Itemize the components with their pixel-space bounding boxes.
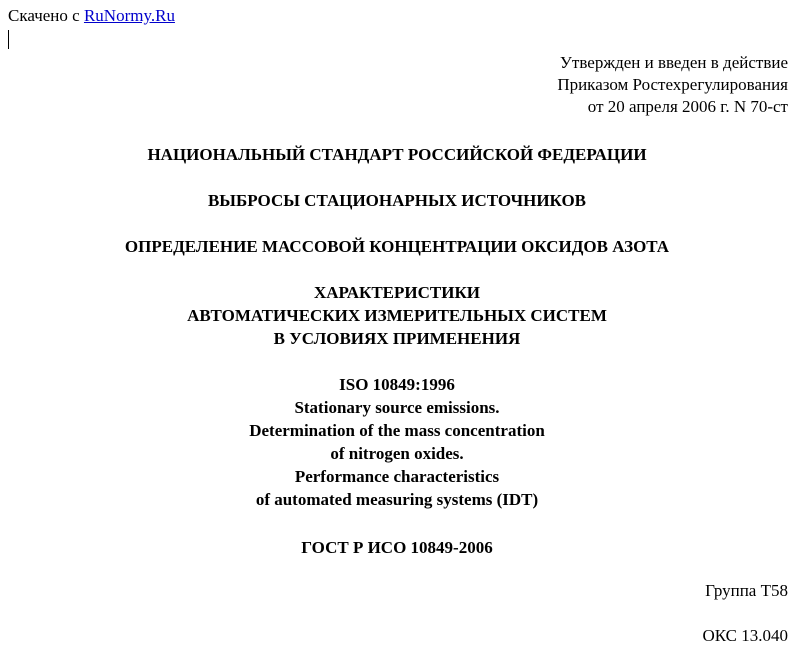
determination-title: ОПРЕДЕЛЕНИЕ МАССОВОЙ КОНЦЕНТРАЦИИ ОКСИДОВ АЗОТА bbox=[124, 237, 670, 256]
iso-line-3: Determination of the mass concentration bbox=[249, 421, 545, 440]
runormy-link[interactable]: RuNormy.Ru bbox=[83, 6, 175, 25]
characteristics-line-2: АВТОМАТИЧЕСКИХ ИЗМЕРИТЕЛЬНЫХ СИСТЕМ bbox=[187, 306, 607, 325]
download-source-prefix: Скачено с bbox=[8, 6, 84, 25]
iso-line-2: Stationary source emissions. bbox=[294, 398, 500, 417]
group-code: Группа Т58 bbox=[705, 581, 788, 600]
characteristics-line-3: В УСЛОВИЯХ ПРИМЕНЕНИЯ bbox=[273, 329, 521, 348]
iso-line-6: of automated measuring systems (IDT) bbox=[255, 490, 539, 509]
approval-line-1: Утвержден и введен в действие bbox=[559, 53, 788, 72]
iso-line-4: of nitrogen oxides. bbox=[330, 444, 464, 463]
characteristics-title bbox=[0, 281, 794, 350]
iso-number: ISO 10849:1996 bbox=[339, 375, 455, 394]
approval-block bbox=[557, 52, 788, 118]
emissions-title: ВЫБРОСЫ СТАЦИОНАРНЫХ ИСТОЧНИКОВ bbox=[207, 191, 587, 210]
gost-number: ГОСТ Р ИСО 10849-2006 bbox=[301, 538, 493, 557]
iso-line-5: Performance characteristics bbox=[294, 467, 500, 486]
approval-line-2: Приказом Ростехрегулирования bbox=[557, 75, 788, 94]
iso-title-block bbox=[0, 373, 794, 511]
oks-code: ОКС 13.040 bbox=[702, 626, 788, 645]
download-source-line bbox=[8, 6, 175, 26]
approval-line-3: от 20 апреля 2006 г. N 70-ст bbox=[587, 97, 788, 116]
text-cursor bbox=[8, 30, 9, 49]
national-standard-title: НАЦИОНАЛЬНЫЙ СТАНДАРТ РОССИЙСКОЙ ФЕДЕРАЦИИ bbox=[147, 145, 647, 164]
characteristics-line-1: ХАРАКТЕРИСТИКИ bbox=[313, 283, 481, 302]
